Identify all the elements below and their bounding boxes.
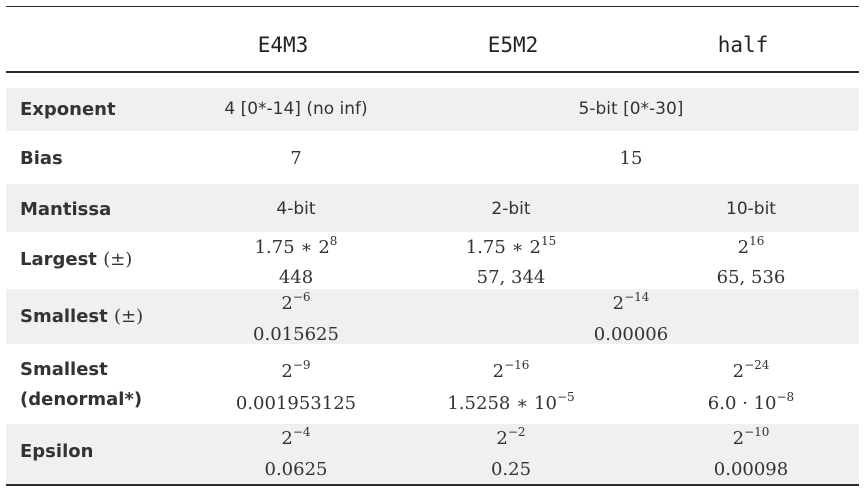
header-rule xyxy=(6,71,859,73)
denormal-half-expr xyxy=(646,358,856,382)
epsilon-half-base: 2 xyxy=(732,428,745,449)
largest-half-expr xyxy=(646,234,856,258)
denormal-e5m2-base: 2 xyxy=(492,361,505,382)
epsilon-e5m2-value: 0.25 xyxy=(490,459,532,480)
top-rule xyxy=(6,6,859,7)
smallest-e4m3-exp: −6 xyxy=(292,290,311,304)
smallest-e5m2-half-value: 0.00006 xyxy=(593,324,669,345)
largest-label-suffix: (±) xyxy=(103,249,133,270)
smallest-label xyxy=(20,306,143,327)
epsilon-e4m3-value: 0.0625 xyxy=(264,459,328,480)
bias-e5m2-half: 15 xyxy=(619,148,643,169)
bottom-rule xyxy=(6,484,859,486)
denormal-half-value-exp: −8 xyxy=(776,390,795,404)
largest-e5m2-exp: 15 xyxy=(540,234,557,248)
epsilon-label: Epsilon xyxy=(20,441,94,462)
exponent-label: Exponent xyxy=(20,99,116,120)
smallest-e4m3-expr xyxy=(196,290,396,314)
exponent-e4m3: 4 [0*-14] (no inf) xyxy=(224,99,368,119)
header-half: half xyxy=(717,33,769,57)
largest-e4m3-expr xyxy=(196,234,396,258)
denormal-e5m2-value-base: 1.5258 ∗ 10 xyxy=(447,393,557,414)
denormal-e4m3-base: 2 xyxy=(281,361,293,382)
smallest-e5m2-half-expr xyxy=(526,290,736,314)
largest-e4m3-base: 1.75 ∗ 2 xyxy=(254,237,330,258)
exponent-e5m2-half: 5-bit [0*-30] xyxy=(578,99,684,119)
smallest-row xyxy=(6,289,859,344)
largest-e4m3-value: 448 xyxy=(278,267,314,288)
smallest-e4m3-base: 2 xyxy=(281,293,293,314)
epsilon-e4m3-exp: −4 xyxy=(292,425,311,439)
denormal-e5m2-value xyxy=(411,390,611,414)
epsilon-e5m2-expr xyxy=(411,425,611,449)
mantissa-row xyxy=(6,184,859,232)
smallest-denormal-label-line2: (denormal*) xyxy=(20,389,143,410)
epsilon-e4m3-base: 2 xyxy=(281,428,293,449)
smallest-denormal-row xyxy=(6,345,859,423)
epsilon-half-expr xyxy=(646,425,856,449)
denormal-e4m3-value: 0.001953125 xyxy=(235,393,357,414)
largest-e4m3-exp: 8 xyxy=(329,234,338,248)
denormal-e4m3-exp: −9 xyxy=(292,358,311,372)
largest-e5m2-base: 1.75 ∗ 2 xyxy=(465,237,541,258)
mantissa-e4m3: 4-bit xyxy=(276,199,316,219)
smallest-denormal-label-line1: Smallest xyxy=(20,359,108,380)
denormal-e5m2-expr xyxy=(411,358,611,382)
denormal-e5m2-exp: −16 xyxy=(504,358,530,372)
denormal-half-base: 2 xyxy=(732,361,745,382)
epsilon-e5m2-base: 2 xyxy=(496,428,508,449)
bias-label: Bias xyxy=(20,148,63,169)
mantissa-half: 10-bit xyxy=(726,199,776,219)
smallest-label-suffix: (±) xyxy=(114,306,144,327)
smallest-e5m2-half-exp: −14 xyxy=(624,290,650,304)
largest-label xyxy=(20,249,132,270)
largest-e5m2-expr xyxy=(411,234,611,258)
header-e5m2: E5M2 xyxy=(487,33,539,57)
epsilon-half-exp: −10 xyxy=(744,425,770,439)
smallest-e4m3-value: 0.015625 xyxy=(253,324,339,345)
denormal-e5m2-value-exp: −5 xyxy=(556,390,575,404)
denormal-half-value-base: 6.0 · 10 xyxy=(707,393,777,414)
largest-half-base: 2 xyxy=(737,237,750,258)
smallest-e5m2-half-base: 2 xyxy=(612,293,625,314)
exponent-row xyxy=(6,88,859,131)
mantissa-e5m2: 2-bit xyxy=(491,199,531,219)
denormal-e4m3-expr xyxy=(196,358,396,382)
largest-half-exp: 16 xyxy=(749,234,765,248)
denormal-half-exp: −24 xyxy=(744,358,770,372)
epsilon-row xyxy=(6,424,859,484)
epsilon-half-value: 0.00098 xyxy=(713,459,789,480)
mantissa-label: Mantissa xyxy=(20,199,112,220)
largest-label-text: Largest xyxy=(20,249,97,270)
largest-half-value: 65, 536 xyxy=(716,267,786,288)
denormal-half-value xyxy=(646,390,856,414)
bias-row xyxy=(6,133,859,183)
smallest-label-text: Smallest xyxy=(20,306,108,327)
largest-row xyxy=(6,232,859,289)
header-e4m3: E4M3 xyxy=(257,33,309,57)
bias-e4m3: 7 xyxy=(290,148,302,169)
epsilon-e4m3-expr xyxy=(196,425,396,449)
epsilon-e5m2-exp: −2 xyxy=(507,425,526,439)
largest-e5m2-value: 57, 344 xyxy=(476,267,546,288)
